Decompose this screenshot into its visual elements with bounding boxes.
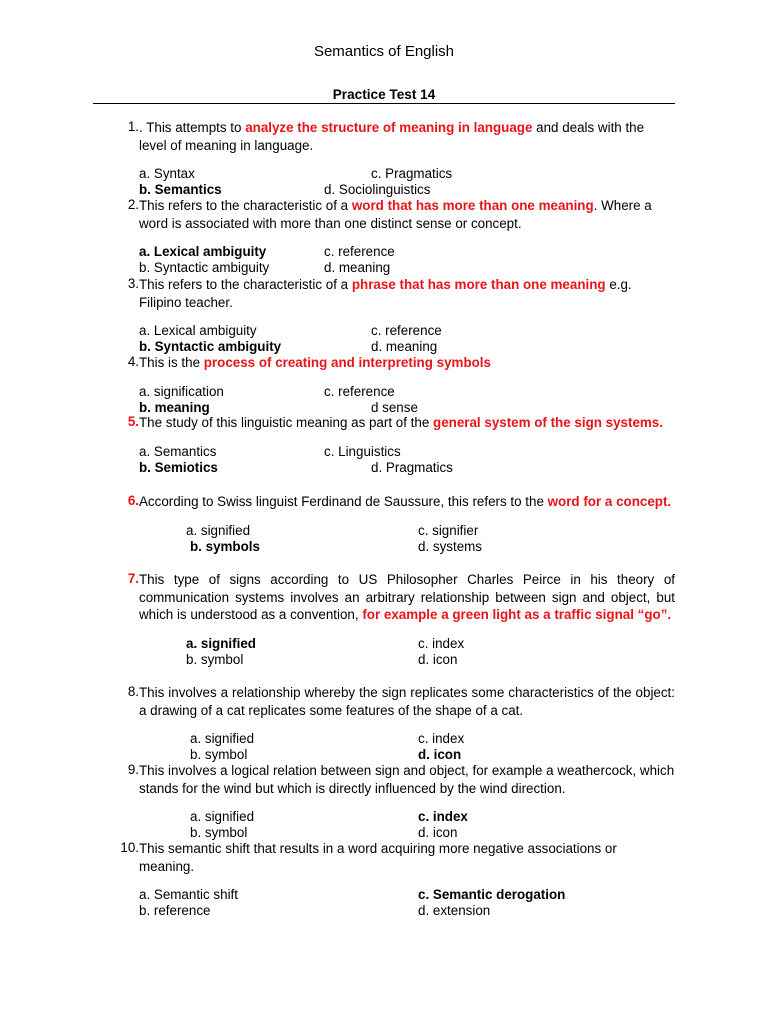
question-number: 5. — [127, 414, 139, 429]
option-d: d sense — [371, 399, 418, 415]
answer-options — [139, 444, 675, 476]
option-a: a. signified — [186, 635, 256, 651]
option-b: b. Syntactic ambiguity — [139, 260, 270, 276]
option-c: c. signifier — [418, 522, 479, 538]
option-c: c. index — [418, 635, 465, 651]
option-a: a. Syntax — [139, 166, 195, 182]
question-2 — [113, 197, 675, 276]
question-number: 2. — [127, 197, 139, 212]
question-8 — [113, 684, 675, 763]
answer-options — [139, 636, 675, 668]
option-d: d. Sociolinguistics — [324, 182, 431, 198]
answer-options — [139, 384, 675, 416]
option-a: a. signified — [186, 522, 251, 538]
option-c: c. reference — [324, 383, 395, 399]
highlighted-phrase: for example a green light as a traffic signal “go”. — [362, 607, 672, 623]
question-number: 7. — [127, 571, 139, 586]
option-b: b. Semiotics — [139, 459, 218, 475]
title-divider — [93, 103, 675, 104]
option-d: d. icon — [418, 651, 458, 667]
option-a: a. Lexical ambiguity — [139, 323, 257, 339]
highlighted-phrase: word for a concept. — [547, 494, 672, 509]
question-7 — [113, 571, 675, 668]
option-d: d. extension — [418, 903, 491, 919]
test-title: Practice Test 14 — [332, 87, 436, 102]
answer-options — [139, 809, 675, 841]
option-d: d. meaning — [371, 339, 438, 355]
question-number: 8. — [127, 684, 139, 699]
option-c: c. Semantic derogation — [418, 887, 566, 903]
question-text: This type of signs according to US Philosopher Charles Peirce in his theory of communication systems involves an arbitrary relationship between sign and object, but which is understood as a convention, for example a green light as a traffic signal “go”. — [139, 572, 675, 623]
option-a: a. signification — [139, 383, 224, 399]
question-text: This involves a relationship whereby the sign replicates some characteristics of the object: a drawing of a cat replicates some features of the shape of a cat. — [139, 685, 675, 718]
question-3 — [113, 276, 675, 355]
option-b: b. Syntactic ambiguity — [139, 339, 282, 355]
option-c: c. index — [418, 731, 465, 747]
highlighted-phrase: analyze the structure of meaning in language — [245, 120, 533, 135]
question-number: 6. — [127, 493, 139, 508]
question-number: 1. — [127, 119, 139, 134]
question-6 — [113, 493, 675, 555]
option-c: c. Linguistics — [324, 443, 401, 459]
question-text: The study of this linguistic meaning as part of the general system of the sign systems. — [139, 415, 663, 430]
option-c: c. reference — [324, 244, 395, 260]
option-d: d. systems — [418, 538, 482, 554]
answer-options — [139, 244, 675, 276]
answer-options — [139, 523, 675, 555]
option-d: d. icon — [418, 825, 458, 841]
question-number: 9. — [127, 762, 139, 777]
question-4 — [113, 354, 675, 416]
question-number: 3. — [127, 276, 139, 291]
question-text: This refers to the characteristic of a phrase that has more than one meaning e.g. Filipino teacher. — [139, 277, 632, 310]
question-1 — [113, 119, 675, 198]
question-text: This semantic shift that results in a word acquiring more negative associations or meaning. — [139, 841, 617, 874]
option-c: c. index — [418, 809, 468, 825]
highlighted-phrase: phrase that has more than one meaning — [351, 277, 606, 292]
highlighted-phrase: process of creating and interpreting symbols — [203, 355, 491, 370]
answer-options — [139, 166, 675, 198]
question-10 — [113, 840, 675, 919]
answer-options — [139, 731, 675, 763]
question-5 — [113, 414, 675, 476]
option-b: b. Semantics — [139, 182, 222, 198]
option-d: d. icon — [418, 747, 462, 763]
option-d: d. Pragmatics — [371, 459, 453, 475]
question-text: This is the process of creating and interpreting symbols — [139, 355, 491, 370]
option-b: b. symbols — [190, 538, 260, 554]
answer-options — [139, 323, 675, 355]
option-a: a. signified — [190, 731, 255, 747]
option-b: b. reference — [139, 903, 211, 919]
option-b: b. meaning — [139, 399, 210, 415]
option-c: c. Pragmatics — [371, 166, 453, 182]
highlighted-phrase: word that has more than one meaning — [351, 198, 594, 213]
option-a: a. Semantics — [139, 443, 217, 459]
option-d: d. meaning — [324, 260, 391, 276]
option-b: b. symbol — [190, 747, 248, 763]
question-text: According to Swiss linguist Ferdinand de Saussure, this refers to the word for a concept. — [139, 494, 672, 509]
answer-options — [139, 887, 675, 919]
option-b: b. symbol — [186, 651, 244, 667]
option-b: b. symbol — [190, 825, 248, 841]
highlighted-phrase: general system of the sign systems. — [433, 415, 663, 430]
question-text: . This attempts to analyze the structure of meaning in language and deals with the level of meaning in language. — [139, 120, 645, 153]
question-9 — [113, 762, 675, 841]
option-a: a. signified — [190, 809, 255, 825]
option-a: a. Semantic shift — [139, 887, 238, 903]
question-text: This refers to the characteristic of a word that has more than one meaning. Where a word is associated with more than one distinct sense or concept. — [139, 198, 652, 231]
option-a: a. Lexical ambiguity — [139, 244, 267, 260]
document-header-title: Semantics of English — [313, 43, 455, 60]
option-c: c. reference — [371, 323, 442, 339]
question-number: 10. — [120, 840, 139, 855]
question-text: This involves a logical relation between sign and object, for example a weathercock, which stands for the wind but which is directly influenced by the wind direction. — [139, 763, 675, 796]
question-number: 4. — [127, 354, 139, 369]
